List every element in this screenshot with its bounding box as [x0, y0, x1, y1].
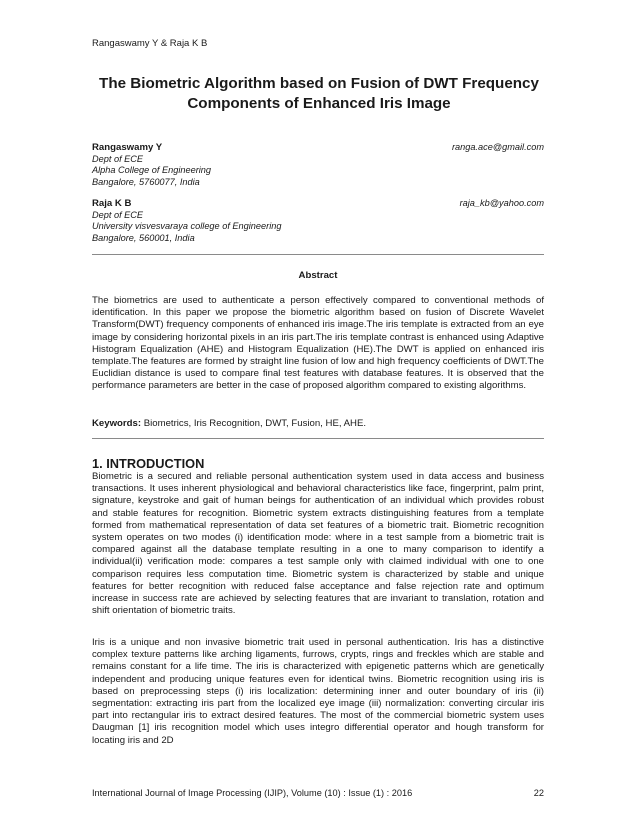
keywords-label: Keywords: [92, 418, 142, 429]
running-head: Rangaswamy Y & Raja K B [92, 38, 208, 49]
journal-citation: International Journal of Image Processing (IJIP), Volume (10) : Issue (1) : 2016 [92, 788, 413, 798]
author-location: Bangalore, 560001, India [92, 232, 195, 243]
author-email[interactable]: ranga.ace@gmail.com [451, 142, 544, 152]
divider [92, 438, 544, 439]
keywords [92, 418, 544, 430]
intro-paragraph-2: Iris is a unique and non invasive biometric trait used in personal authentication. Iris has a distinctive complex texture patterns like arching ligaments, furrows, crypts, rings and freckles which are stable and remains constant for a life time. The iris is characterized with epigenetic patterns which are genetically independent and producing unique features even for identical twins. Biometric recognition using iris is based on preprocessing steps (i) iris localization: determining inner and outer boundary of iris (ii) segmentation: extracting iris part from the localized eye image (iii) normalization: converting circular iris part into rectangular iris to extract desired features. The most of the commercial biometric system uses Daugman [1] iris recognition model which uses integro differential operator and hough transform for locating iris and 2D [92, 637, 544, 746]
keywords-text: Biometrics, Iris Recognition, DWT, Fusion, HE, AHE. [143, 418, 367, 429]
page-footer [92, 788, 544, 798]
author-name: Raja K B [92, 198, 132, 209]
author-dept: Dept of ECE [92, 153, 144, 164]
author-dept: Dept of ECE [92, 209, 144, 220]
author-name: Rangaswamy Y [92, 142, 163, 153]
author-institution: University visvesvaraya college of Engineering [92, 221, 282, 232]
author-block-1 [92, 142, 544, 188]
divider [92, 254, 544, 255]
author-email[interactable]: raja_kb@yahoo.com [459, 198, 544, 208]
author-block-2 [92, 198, 544, 244]
abstract-text: The biometrics are used to authenticate a person effectively compared to conventional methods of identification. In this paper we propose the biometric algorithm based on fusion of Discrete Wavelet Transform(DWT) frequency components of enhanced iris image.The iris template is extracted from an eye image by considering horizontal pixels in an iris part.The iris template contrast is enhanced using Adaptive Histogram Equalization (AHE) and Histogram Equalization (HE).The DWT is applied on enhanced iris template.The features are formed by straight line fusion of low and high frequency coefficients of DWT.The Euclidian distance is used to compare final test features with database features. It is observed that the performance parameters are better in the case of proposed algorithm compared to existing algorithms. [92, 295, 544, 392]
author-location: Bangalore, 5760077, India [92, 176, 200, 187]
section-heading: 1. INTRODUCTION [92, 456, 205, 471]
paper-title: The Biometric Algorithm based on Fusion of DWT Frequency Components of Enhanced Iris Image [99, 75, 539, 112]
intro-paragraph-1: Biometric is a secured and reliable personal authentication system used in data access and business transactions. It uses inherent physiological and behavioral characteristics like face, fingerprint, palm print, signature, keystroke and gait of human beings for authentication of an individual which provides robust and stable features for recognition. Biometric system extracts distinguishing features from a template formed from mathematical representation of data set features of a biometric trait. Biometric recognition system operates on two modes (i) identification mode: where in a test sample from a biometric trait is compared against all the database template resulting in a one to many comparison to identify a individual(ii) verification mode: compares a test sample only with claimed individual with one to one comparison requires less computation time. Biometric system is characterized by stable and unique features for better recognition with reduced false acceptance and false rejection rate and optimum increase in success rate are achieved by selecting features that are invariant to translation, rotation and shift orientation of biometric traits. [92, 471, 544, 617]
page-number: 22 [533, 788, 544, 798]
author-institution: Alpha College of Engineering [92, 165, 212, 176]
abstract-heading: Abstract [298, 270, 338, 281]
